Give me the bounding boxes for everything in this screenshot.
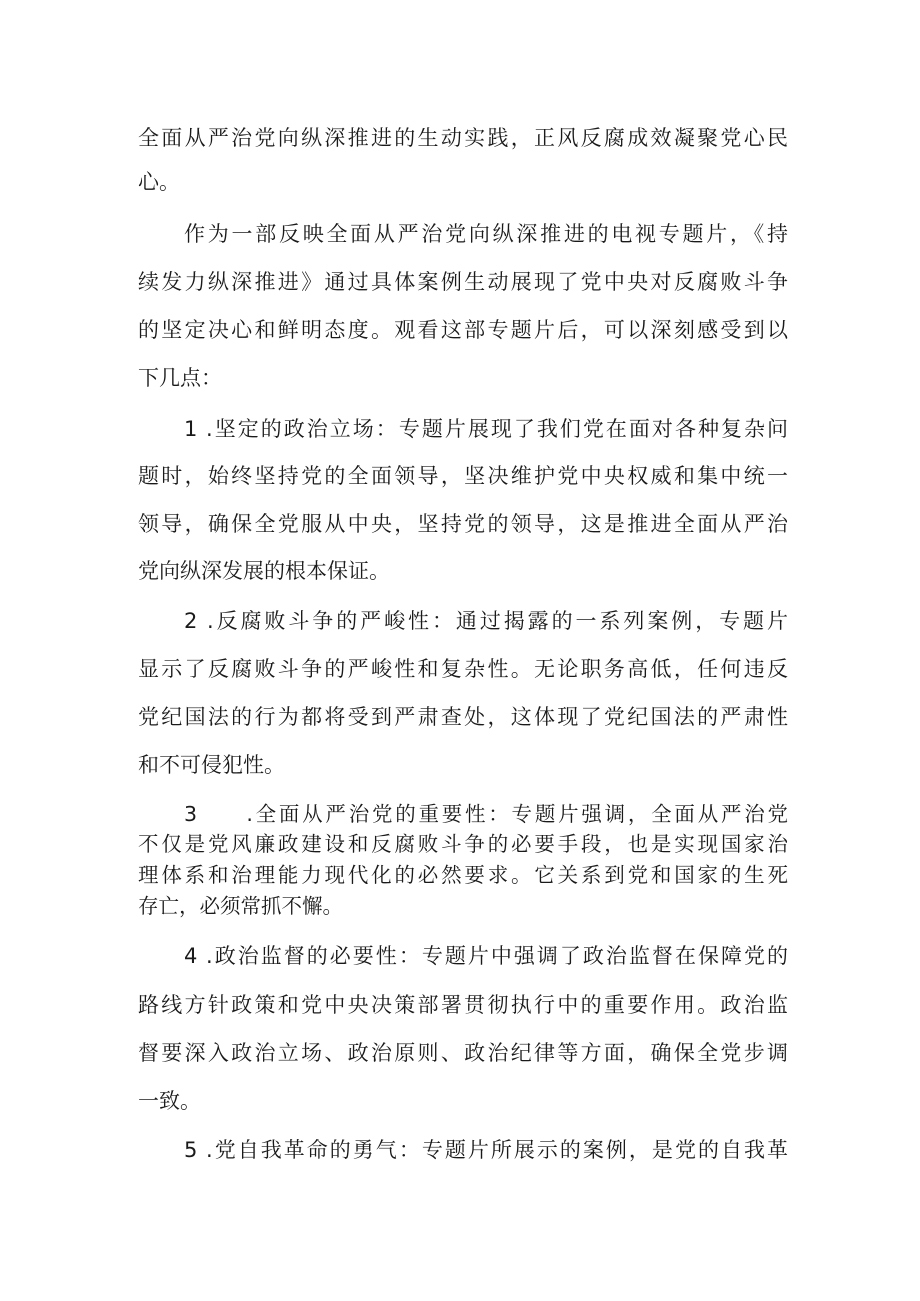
list-item-line: 存亡，必须常抓不懈。 [138,894,343,918]
list-item-line: 党向纵深发展的根本保证。 [138,559,390,583]
list-item-line: 题时，始终坚持党的全面领导，坚决维护党中央权威和集中统一 [138,464,788,488]
paragraph-line: 作为一部反映全面从严治党向纵深推进的电视专题片，《持 [184,222,788,246]
list-item-line: 一致。 [138,1089,201,1113]
list-item-line: 不仅是党风廉政建设和反腐败斗争的必要手段，也是实现国家治 [138,832,788,856]
list-item-line: 2 .反腐败斗争的严峻性：通过揭露的一系列案例，专题片 [184,609,788,633]
list-item-line: 领导，确保全党服从中央，坚持党的领导，这是推进全面从严治 [138,512,788,536]
list-item-line: 督要深入政治立场、政治原则、政治纪律等方面，确保全党步调 [138,1041,788,1065]
paragraph-line: 全面从严治党向纵深推进的生动实践，正风反腐成效凝聚党心民 [138,126,788,150]
list-item-line: 显示了反腐败斗争的严峻性和复杂性。无论职务高低，任何违反 [138,657,788,681]
list-item-line: 和不可侵犯性。 [138,753,285,777]
paragraph-line: 心。 [138,170,180,194]
paragraph-line: 续发力纵深推进》通过具体案例生动展现了党中央对反腐败斗争 [138,270,788,294]
list-item-line: 3 .全面从严治党的重要性：专题片强调，全面从严治党 [184,802,788,826]
paragraph-line: 下几点： [138,366,222,390]
list-item-line: 1 .坚定的政治立场：专题片展现了我们党在面对各种复杂问 [184,417,788,441]
list-item-line: 路线方针政策和党中央决策部署贯彻执行中的重要作用。政治监 [138,993,788,1017]
list-item-line: 党纪国法的行为都将受到严肃查处，这体现了党纪国法的严肃性 [138,705,788,729]
list-item-line: 理体系和治理能力现代化的必然要求。它关系到党和国家的生死 [138,863,788,887]
list-item-line: 4 .政治监督的必要性：专题片中强调了政治监督在保障党的 [184,944,788,968]
list-item-line: 5 .党自我革命的勇气：专题片所展示的案例，是党的自我革 [184,1138,788,1162]
paragraph-line: 的坚定决心和鲜明态度。观看这部专题片后，可以深刻感受到以 [138,318,788,342]
